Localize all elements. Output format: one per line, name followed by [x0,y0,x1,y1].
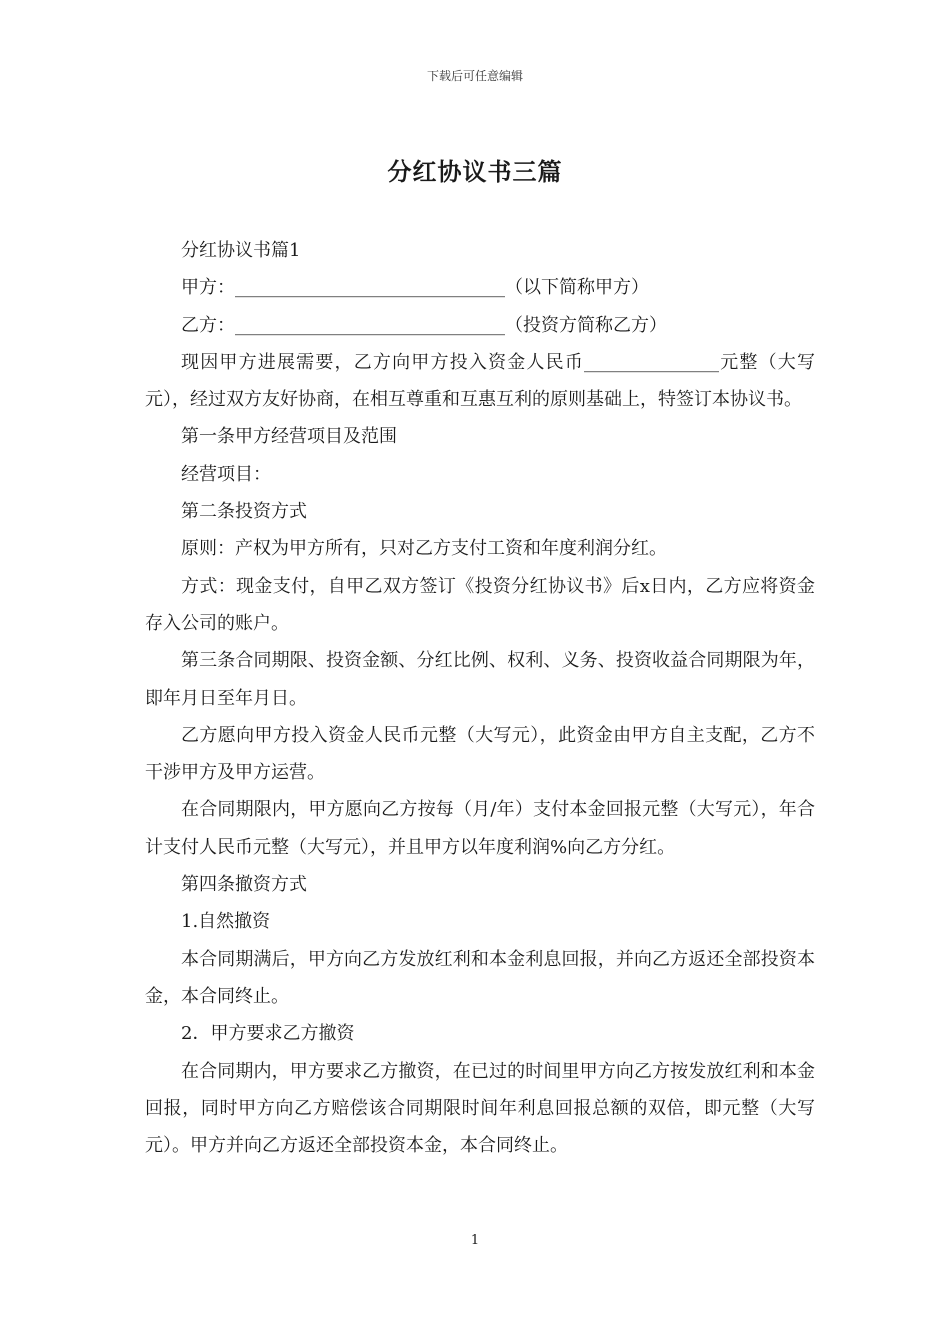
principle-paragraph: 原则：产权为甲方所有，只对乙方支付工资和年度利润分红。 [181,538,667,560]
natural-withdrawal-paragraph: 本合同期满后，甲方向乙方发放红利和本金利息回报，并向乙方返还全部投资本金，本合同终止。 [145,948,815,1007]
investment-paragraph: 乙方愿向甲方投入资金人民币元整（大写元），此资金由甲方自主支配，乙方不干涉甲方及甲方运营。 [145,724,815,784]
return-paragraph: 在合同期限内，甲方愿向乙方按每（月/年）支付本金回报元整（大写元），年合计支付人民币元整（大写元），并且甲方以年度利润%向乙方分红。 [145,799,815,858]
page-header-note: 下载后可任意编辑 [426,69,523,83]
article-4-heading: 第四条撤资方式 [181,874,307,896]
natural-withdrawal-heading: 1.自然撤资 [181,911,271,933]
document-title: 分红协议书三篇 [387,157,563,186]
document-body [145,232,815,1164]
requested-withdrawal-heading: 2．甲方要求乙方撤资 [181,1023,355,1045]
section-heading: 分红协议书篇1 [181,240,301,261]
requested-withdrawal-paragraph: 在合同期内，甲方要求乙方撤资，在已过的时间里甲方向乙方按发放红利和本金回报，同时甲方向乙方赔偿该合同期限时间年利息回报总额的双倍，即元整（大写元）。甲方并向乙方返还全部投资本金，本合同终止。 [145,1060,815,1157]
article-2-heading: 第二条投资方式 [181,501,307,523]
article-3-paragraph: 第三条合同期限、投资金额、分红比例、权利、义务、投资收益合同期限为年，即年月日至年月日。 [145,650,815,709]
page-number: 1 [470,1233,480,1248]
article-1-heading: 第一条甲方经营项目及范围 [181,426,397,448]
party-a-line: 甲方：______________________________（以下简称甲方） [181,277,649,299]
method-paragraph: 方式：现金支付，自甲乙双方签订《投资分红协议书》后x日内，乙方应将资金存入公司的账户。 [145,575,815,634]
party-b-line: 乙方：______________________________（投资方简称乙方） [181,314,667,336]
business-items-line: 经营项目： [181,463,271,485]
preamble-paragraph: 现因甲方进展需要，乙方向甲方投入资金人民币_______________元整（大写元），经过双方友好协商，在相互尊重和互惠互利的原则基础上，特签订本协议书。 [145,351,815,411]
